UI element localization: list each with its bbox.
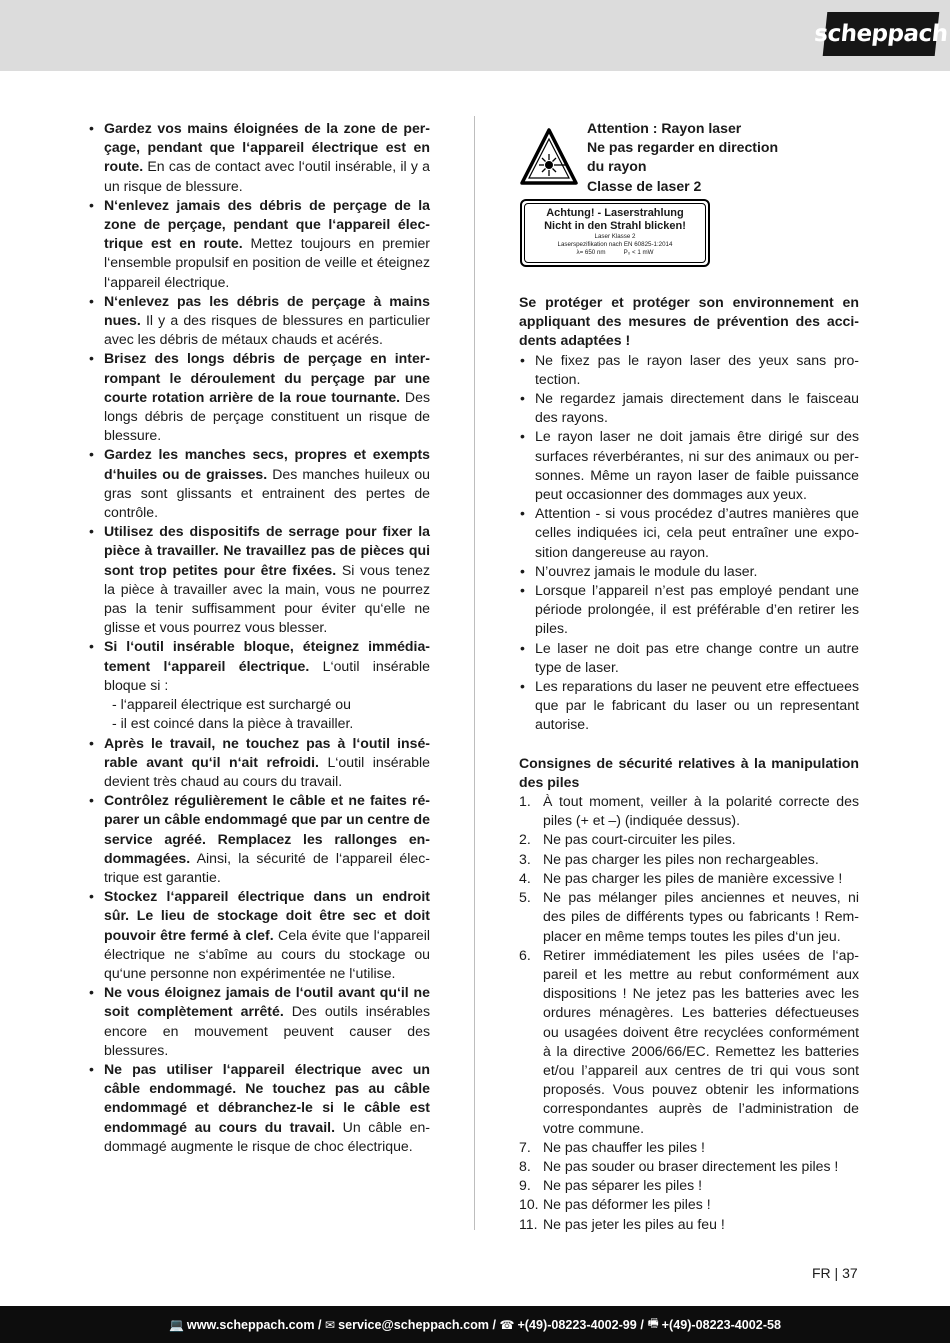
battery-item — [519, 830, 859, 849]
battery-heading: Consignes de sécurité relatives à la manipulation des piles — [519, 754, 859, 790]
safety-item-bold: Stockez l‘appareil électrique dans un endroit sûr. Le lieu de stockage doit être sec et doit pouvoir être fermé à clef. — [104, 888, 430, 943]
battery-item — [519, 1138, 859, 1157]
safety-item — [88, 119, 430, 196]
safety-item — [88, 349, 430, 445]
battery-item-number: 1. — [519, 793, 531, 810]
battery-item-text: Retirer immédiatement les piles usées de l‘appareil et les mettre au rebut conformément aux dispositions ! Ne jetez pas les batteries avec les ordures ménagères. Les batteries défectueuses ou usagées doivent être recyclées conformément à la directive 2006/66/EC. Remettez les batteries et/ou l’appareil aux centres de tri qui vous sont proposés. Vous pouvez obtenir les informations correspondantes auprès de l’administration de votre commune. — [543, 946, 859, 1136]
label-line: Laserspezifikation nach EN 60825-1:2014 — [557, 241, 673, 248]
safety-item-text: L‘outil insérable devient très chaud au cours du travail. — [104, 753, 430, 789]
battery-item — [519, 888, 859, 946]
battery-item-text: Ne pas charger les piles de manière excessive ! — [543, 869, 843, 886]
battery-item — [519, 1157, 859, 1176]
safety-item — [88, 1060, 430, 1156]
battery-item-number: 4. — [519, 869, 531, 886]
safety-item-bold: Ne vous éloignez jamais de l‘outil avant qu‘il ne soit complètement arrêté. — [104, 984, 430, 1020]
mail-icon: ✉ — [325, 1317, 336, 1332]
protect-item: • Attention - si vous procédez d’autres manières que celles indiquées ici, cela peut entraîner une exposition dangereuse au rayon. — [519, 504, 859, 562]
safety-item-bold: Brisez des longs débris de perçage en interrompant le déroulement du perçage par une courte rotation arrière de la roue tournante. — [104, 350, 430, 405]
safety-item — [88, 196, 430, 292]
battery-item-text: Ne pas déformer les piles ! — [543, 1196, 711, 1213]
protect-item: • Le rayon laser ne doit jamais être dirigé sur des surfaces réverbérantes, ni sur des animaux ou personnes. Même un rayon laser de faible puissance peut occasionner des dommages aux yeux. — [519, 427, 859, 504]
label-power: P₀ < 1 mW — [623, 249, 654, 256]
battery-item-text: Ne pas mélanger piles anciennes et neuves, ni des piles de différents types ou fabricants ! Remplacer en même temps toutes les piles d‘un jeu. — [543, 889, 859, 944]
laser-line: du rayon — [587, 158, 647, 175]
battery-item — [519, 869, 859, 888]
protect-item: • Le laser ne doit pas etre change contre un autre type de laser. — [519, 639, 859, 677]
protect-item: • Ne fixez pas le rayon laser des yeux sans protection. — [519, 351, 859, 389]
fax-icon: 🖷 — [647, 1316, 659, 1330]
battery-item — [519, 946, 859, 1138]
battery-list — [519, 792, 859, 1234]
laser-line: Ne pas regarder en direction — [587, 139, 779, 156]
laser-line: Classe de laser 2 — [587, 177, 702, 194]
battery-item-number: 3. — [519, 850, 531, 867]
safety-item-bold: Utilisez des dispositifs de serrage pour fixer la pièce à travailler. Ne travaillez pas de pièces qui sont trop petites pour être fixées. — [104, 523, 430, 578]
safety-item-text: Des longs débris de perçage constituent un risque de blessure. — [104, 388, 430, 444]
protect-item: • Les reparations du laser ne peuvent etre effectuees que par le fabricant du laser ou un representant autorise. — [519, 677, 859, 735]
laser-warning — [519, 119, 859, 194]
battery-item-number: 8. — [519, 1157, 531, 1174]
battery-item-number: 7. — [519, 1138, 531, 1155]
safety-item-bold: Gardez vos mains éloignées de la zone de perçage, pendant que l‘appareil électrique est en route. — [104, 120, 430, 175]
footer-web[interactable]: www.scheppach.com / — [186, 1317, 326, 1332]
battery-item — [519, 792, 859, 830]
label-line: Achtung! - Laserstrahlung — [546, 207, 684, 219]
safety-item-text: Un câble endommagé augmente le risque de choc électrique. — [104, 1118, 430, 1154]
safety-item — [88, 637, 430, 695]
laser-warning-icon — [519, 127, 579, 187]
battery-item-text: Ne pas charger les piles non rechargeables. — [543, 850, 819, 867]
label-line: Nicht in den Strahl blicken! — [544, 220, 686, 232]
safety-item — [88, 791, 430, 887]
safety-item-text: L‘outil insérable bloque si : — [104, 657, 430, 693]
safety-item-text: Si vous tenez la pièce à travailler avec la main, vous ne pourrez pas la tenir suffisamment pour éviter qu‘elle ne glisse et vous pourrez vous blesser. — [104, 561, 431, 636]
safety-item — [88, 983, 430, 1060]
safety-item-text: En cas de contact avec l‘outil insérable, il y a un risque de blessure. — [104, 158, 430, 194]
label-line: Laser Klasse 2 — [594, 233, 636, 240]
page-header — [0, 0, 950, 71]
battery-item — [519, 850, 859, 869]
protect-item: • N’ouvrez jamais le module du laser. — [519, 562, 859, 581]
right-column — [519, 119, 859, 1234]
battery-item-text: Ne pas chauffer les piles ! — [543, 1138, 705, 1155]
battery-item-text: Ne pas court-circuiter les piles. — [543, 831, 736, 848]
safety-item-bold: Contrôlez régulièrement le câble et ne faites réparer un câble endommagé que par un centre de service agréé. Remplacez les rallonges endommagées. — [104, 792, 430, 866]
safety-item — [88, 522, 430, 637]
safety-item-text: Des manches huileux ou gras sont glissants et entrainent des pertes de contrôle. — [104, 465, 430, 521]
protect-heading: Se protéger et protéger son environnement en appliquant des mesures de prévention des accidents adaptées ! — [519, 294, 859, 349]
safety-item-text: Ainsi, la sécurité de l‘appareil électrique est garantie. — [104, 849, 430, 885]
protect-list — [519, 351, 859, 735]
battery-item-text: À tout moment, veiller à la polarité correcte des piles (+ et –) (indiquée dessus). — [543, 793, 859, 829]
footer-mail[interactable]: service@scheppach.com / — [338, 1317, 500, 1332]
battery-item — [519, 1215, 859, 1234]
safety-item — [88, 887, 430, 983]
battery-item-number: 9. — [519, 1177, 531, 1194]
footer-fax: +(49)-08223-4002-58 — [661, 1317, 782, 1332]
battery-item-number: 2. — [519, 831, 531, 848]
battery-item-text: Ne pas souder ou braser directement les piles ! — [543, 1157, 839, 1174]
safety-item-bold: N‘enlevez jamais des débris de perçage de la zone de perçage, pendant que l‘appareil électrique est en route. — [104, 196, 430, 252]
safety-item-text: Cela évite que l‘appareil électrique ne s‘abîme au cours du stockage ou qu‘une personne non expérimentée ne l‘utilise. — [104, 926, 430, 981]
footer-phone: +(49)-08223-4002-99 / — [517, 1317, 648, 1332]
safety-item — [88, 292, 430, 350]
column-divider — [474, 116, 475, 1230]
page-number: FR | 37 — [812, 1265, 858, 1281]
protect-item: • Lorsque l’appareil n’est pas employé pendant une période prolongée, il est préférable d’en retirer les piles. — [519, 581, 859, 639]
battery-item-number: 10. — [519, 1196, 539, 1213]
battery-item-number: 5. — [519, 889, 531, 906]
safety-item-bold: Après le travail, ne touchez pas à l‘outil insérable avant qu‘il n‘ait refroidi. — [104, 734, 430, 770]
battery-item — [519, 1195, 859, 1214]
battery-item-text: Ne pas jeter les piles au feu ! — [543, 1215, 725, 1232]
battery-item-text: Ne pas séparer les piles ! — [543, 1177, 703, 1194]
safety-item-text: Il y a des risques de blessures en particulier avec les débris de métaux chauds et acérés. — [104, 312, 430, 348]
laser-class-label — [520, 199, 710, 267]
battery-item-number: 11. — [519, 1215, 538, 1232]
computer-icon: 💻 — [168, 1317, 184, 1332]
safety-item-bold: Si l‘outil insérable bloque, éteignez immédiatement l‘appareil électrique. — [104, 638, 430, 674]
safety-item-bold: N‘enlevez pas les débris de perçage à mains nues. — [104, 292, 430, 329]
laser-line: Attention : Rayon laser — [587, 120, 742, 136]
battery-item-number: 6. — [519, 946, 531, 963]
safety-item-bold: Gardez les manches secs, propres et exempts d‘huiles ou de graisses. — [104, 446, 430, 482]
phone-icon: ☎ — [499, 1317, 515, 1332]
safety-item — [88, 445, 430, 522]
label-wavelength: λ= 650 nm — [576, 249, 606, 256]
safety-item-text: Des outils insérables encore en mouvement peuvent causer des blessures. — [104, 1003, 430, 1058]
left-column — [88, 119, 430, 1156]
laser-warning-text — [587, 119, 778, 196]
safety-sub-item: - il est coincé dans la pièce à travailler. — [112, 715, 354, 732]
safety-item-text: Mettez toujours en premier l‘ensemble propulsif en position de veille et éteignez l‘appareil électrique. — [104, 235, 430, 290]
battery-item — [519, 1176, 859, 1195]
safety-item-bold: Ne pas utiliser l‘appareil électrique avec un câble endommagé. Ne touchez pas au câble endommagé et débranchez-le si le câble est endommagé au cours du travail. — [104, 1060, 430, 1135]
safety-item — [88, 734, 430, 792]
protect-item: • Ne regardez jamais directement dans le faisceau des rayons. — [519, 389, 859, 427]
page-footer — [0, 1306, 950, 1343]
safety-sub-item: - l‘appareil électrique est surchargé ou — [112, 696, 351, 713]
brand-logo: scheppach — [823, 12, 940, 56]
